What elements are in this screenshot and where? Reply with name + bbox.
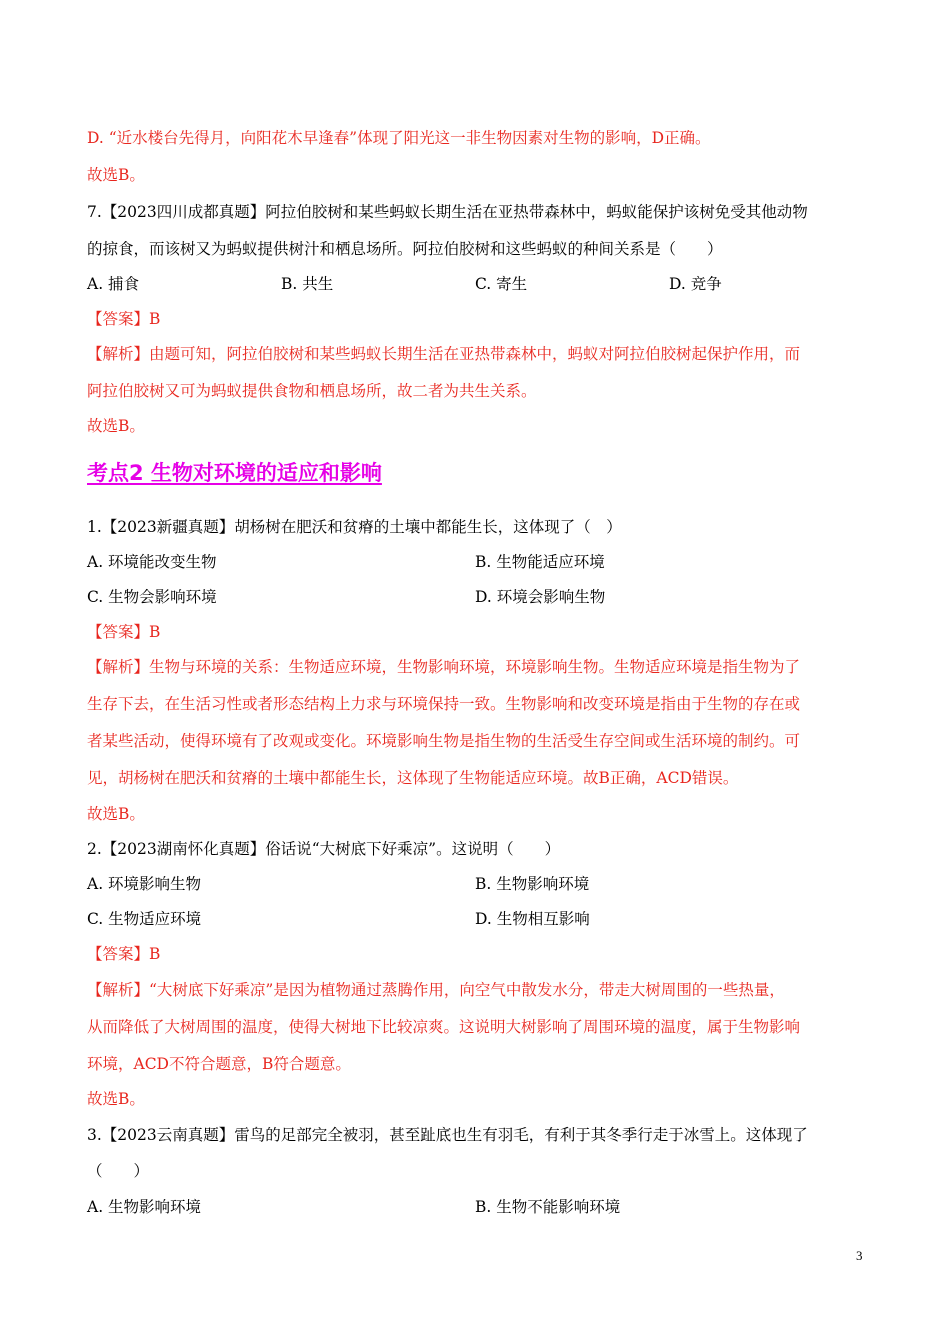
analysis: 环境，ACD不符合题意，B符合题意。 <box>87 1055 351 1073</box>
conclusion: 故选B。 <box>87 417 145 435</box>
option-c: C. 生物会影响环境 <box>87 588 217 606</box>
question-stem: 2.【2023湖南怀化真题】俗话说“大树底下好乘凉”。这说明（ ） <box>87 840 561 858</box>
conclusion: 故选B。 <box>87 166 145 184</box>
answer: 【答案】B <box>87 623 161 641</box>
conclusion: 故选B。 <box>87 1090 145 1108</box>
option-d-analysis: D. “近水楼台先得月，向阳花木早逢春”体现了阳光这一非生物因素对生物的影响，D正确。 <box>87 129 711 147</box>
question-stem: 3.【2023云南真题】雷鸟的足部完全被羽，甚至趾底也生有羽毛，有利于其冬季行走于冰雪上。这体现了 <box>87 1126 808 1144</box>
question-stem: 1.【2023新疆真题】胡杨树在肥沃和贫瘠的土壤中都能生长，这体现了（ ） <box>87 518 622 536</box>
option-c: C. 生物适应环境 <box>87 910 202 928</box>
option-a: A. 环境能改变生物 <box>87 553 217 571</box>
option-d: D. 生物相互影响 <box>475 910 590 928</box>
analysis: 者某些活动，使得环境有了改观或变化。环境影响生物是指生物的生活受生存空间或生活环境的制约。可 <box>87 732 801 750</box>
analysis: 【解析】由题可知，阿拉伯胶树和某些蚂蚁长期生活在亚热带森林中，蚂蚁对阿拉伯胶树起保护作用，而 <box>87 345 801 363</box>
section-heading: 考点2 生物对环境的适应和影响 <box>87 461 382 485</box>
answer: 【答案】B <box>87 310 161 328</box>
analysis: 生存下去，在生活习性或者形态结构上力求与环境保持一致。生物影响和改变环境是指由于生物的存在或 <box>87 695 801 713</box>
option-b: B. 生物能适应环境 <box>475 553 605 571</box>
analysis: 阿拉伯胶树又可为蚂蚁提供食物和栖息场所，故二者为共生关系。 <box>87 382 537 400</box>
option-a: A. 捕食 <box>87 275 140 293</box>
option-a: A. 环境影响生物 <box>87 875 202 893</box>
question-stem: （ ） <box>87 1162 150 1180</box>
option-b: B. 生物不能影响环境 <box>475 1198 621 1216</box>
option-b: B. 共生 <box>281 275 334 293</box>
option-a: A. 生物影响环境 <box>87 1198 202 1216</box>
option-d: D. 环境会影响生物 <box>475 588 606 606</box>
option-b: B. 生物影响环境 <box>475 875 590 893</box>
analysis: 【解析】生物与环境的关系：生物适应环境，生物影响环境，环境影响生物。生物适应环境是指生物为了 <box>87 658 801 676</box>
page-number: 3 <box>856 1248 863 1263</box>
analysis: 【解析】“大树底下好乘凉”是因为植物通过蒸腾作用，向空气中散发水分，带走大树周围的一些热量， <box>87 981 785 999</box>
analysis: 见，胡杨树在肥沃和贫瘠的土壤中都能生长，这体现了生物能适应环境。故B正确，ACD错误。 <box>87 769 739 787</box>
question-stem: 7.【2023四川成都真题】阿拉伯胶树和某些蚂蚁长期生活在亚热带森林中，蚂蚁能保护该树免受其他动物 <box>87 203 808 221</box>
option-c: C. 寄生 <box>475 275 528 293</box>
question-stem: 的掠食，而该树又为蚂蚁提供树汁和栖息场所。阿拉伯胶树和这些蚂蚁的种间关系是（ ） <box>87 240 723 258</box>
conclusion: 故选B。 <box>87 805 145 823</box>
option-d: D. 竞争 <box>669 275 722 293</box>
analysis: 从而降低了大树周围的温度，使得大树地下比较凉爽。这说明大树影响了周围环境的温度，属于生物影响 <box>87 1018 801 1036</box>
answer: 【答案】B <box>87 945 161 963</box>
